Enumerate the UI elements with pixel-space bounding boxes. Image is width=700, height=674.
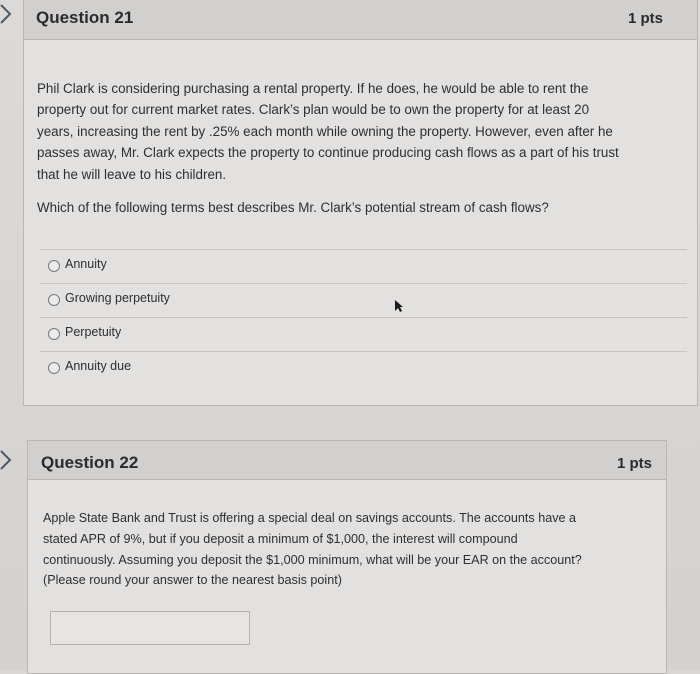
question-text-line: (Please round your answer to the nearest basis point) (43, 573, 342, 588)
radio-button[interactable] (48, 362, 60, 374)
question-text-line: stated APR of 9%, but if you deposit a minimum of $1,000, the interest will compound (43, 531, 518, 546)
answer-input[interactable] (50, 611, 250, 645)
radio-button[interactable] (48, 328, 60, 340)
answer-option-perpetuity[interactable] (40, 317, 687, 352)
question-text-line: property out for current market rates. Clark’s plan would be to own the property for at least 20 (37, 102, 590, 118)
question-text-line: continuously. Assuming you deposit the $1,000 minimum, what will be your EAR on the account? (43, 552, 582, 567)
question-21-card (23, 0, 698, 406)
answer-label[interactable]: Annuity (65, 257, 107, 271)
radio-button[interactable] (48, 294, 60, 306)
flag-icon[interactable] (0, 3, 14, 25)
question-text-line: Apple State Bank and Trust is offering a special deal on savings accounts. The accounts have a (43, 511, 577, 525)
question-22-header (28, 441, 666, 480)
question-prompt: Which of the following terms best describes Mr. Clark’s potential stream of cash flows? (37, 200, 549, 215)
question-body (43, 508, 658, 591)
question-body (37, 78, 677, 185)
question-text-line: that he will leave to his children. (37, 166, 227, 182)
mouse-cursor-icon (394, 299, 404, 313)
question-text-line: years, increasing the rent by .25% each month while owning the property. However, even after he (37, 123, 613, 139)
answer-label[interactable]: Perpetuity (65, 325, 122, 339)
question-title: Question 21 (36, 8, 134, 27)
answer-option-growing-perpetuity[interactable] (40, 283, 687, 318)
radio-button[interactable] (48, 260, 60, 272)
question-text-line: passes away, Mr. Clark expects the property to continue producing cash flows as a part of his trust (37, 145, 619, 161)
answer-label[interactable]: Annuity due (65, 359, 132, 373)
answer-option-annuity-due[interactable] (40, 351, 687, 386)
question-21-header (24, 0, 697, 40)
flag-icon[interactable] (0, 449, 14, 471)
answer-option-annuity[interactable] (40, 249, 687, 284)
question-text-line: Phil Clark is considering purchasing a rental property. If he does, he would be able to rent the (37, 81, 589, 96)
question-22-card (27, 440, 667, 674)
answer-label[interactable]: Growing perpetuity (65, 291, 170, 305)
question-title: Question 22 (41, 453, 139, 472)
question-points: 1 pts (627, 10, 663, 27)
question-points: 1 pts (616, 455, 652, 472)
